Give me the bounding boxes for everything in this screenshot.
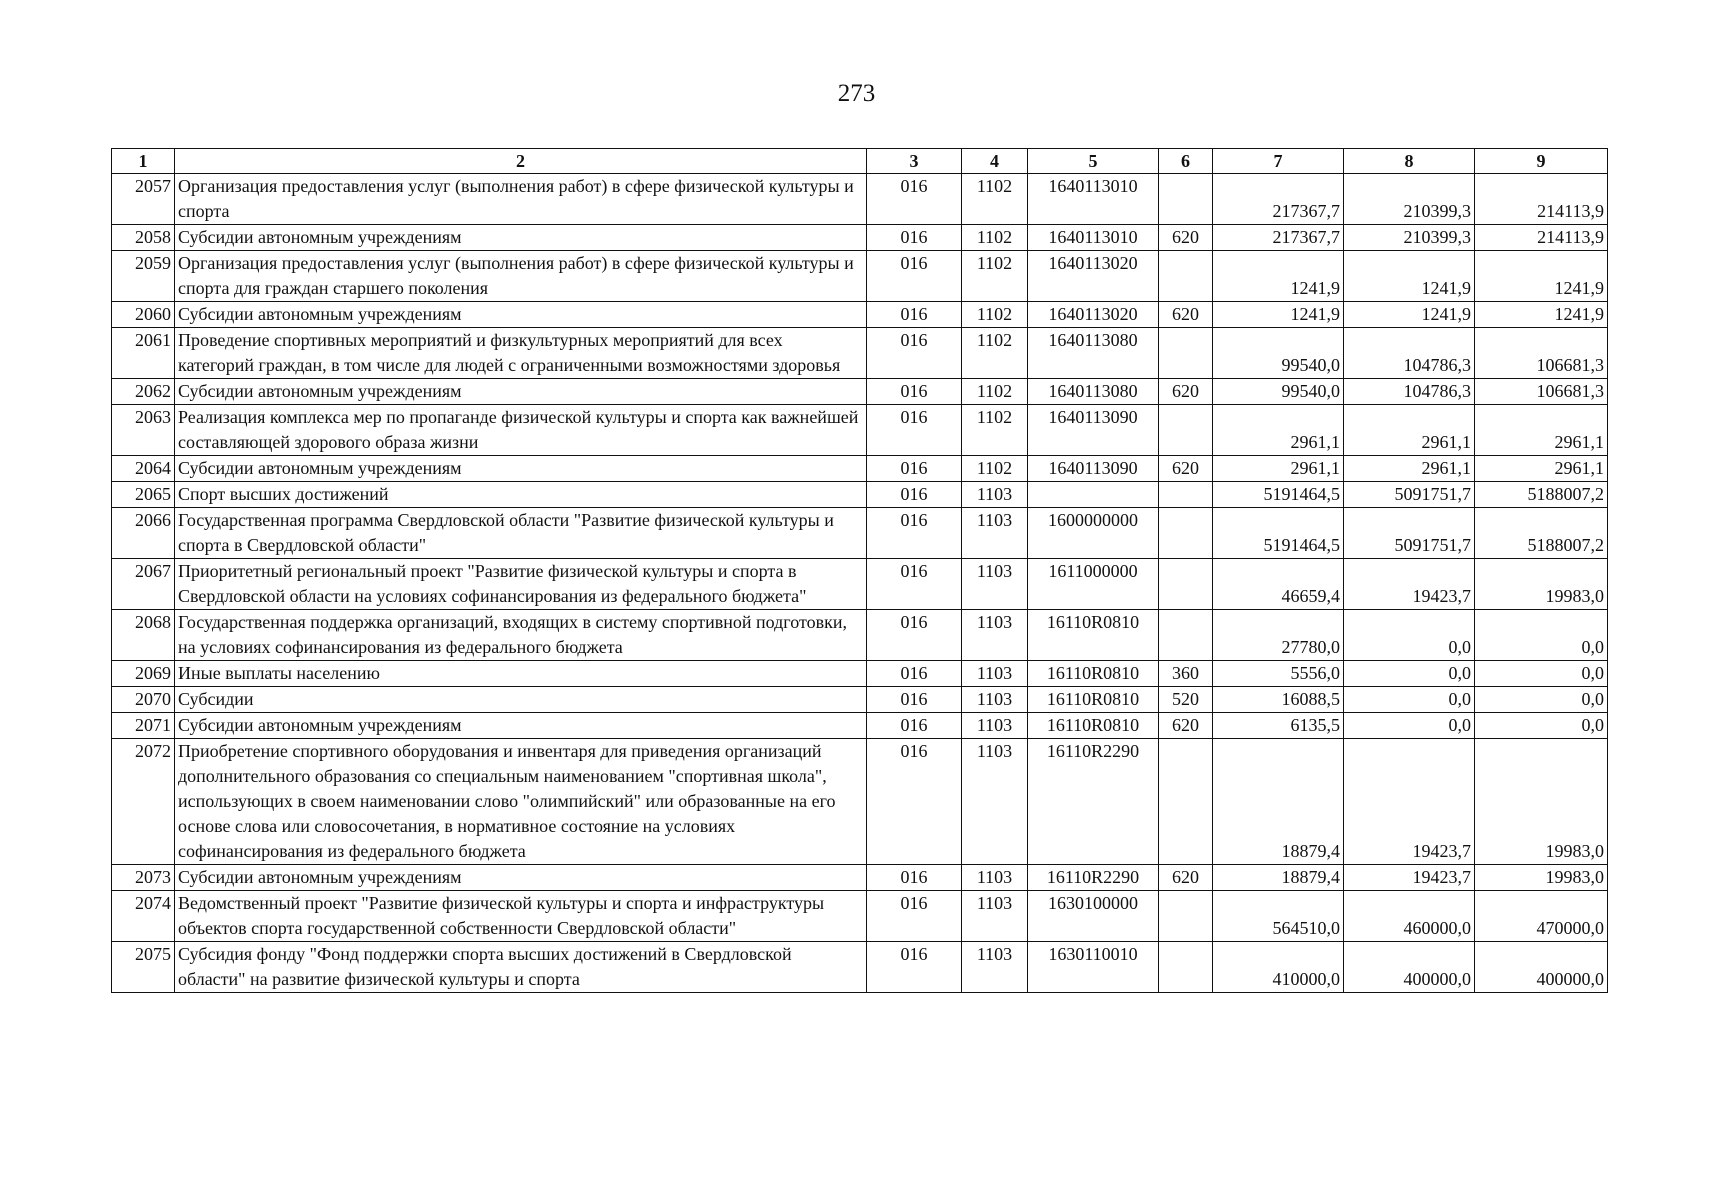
row-name: Реализация комплекса мер по пропаганде физической культуры и спорта как важнейшей составляющей здорового образа жизни (175, 405, 867, 456)
admin-code: 016 (867, 174, 962, 225)
amount-year-1: 6135,5 (1213, 713, 1344, 739)
admin-code: 016 (867, 328, 962, 379)
table-row (112, 713, 1608, 739)
amount-year-3: 5188007,2 (1475, 508, 1608, 559)
row-number: 2066 (112, 508, 175, 559)
expense-type: 520 (1159, 687, 1213, 713)
amount-year-3: 19983,0 (1475, 739, 1608, 865)
article-code: 1640113080 (1028, 379, 1159, 405)
column-header: 2 (175, 149, 867, 174)
expense-type: 620 (1159, 379, 1213, 405)
row-number: 2064 (112, 456, 175, 482)
article-code: 1640113020 (1028, 251, 1159, 302)
table-row (112, 251, 1608, 302)
amount-year-1: 2961,1 (1213, 405, 1344, 456)
article-code: 16110R0810 (1028, 661, 1159, 687)
column-header: 3 (867, 149, 962, 174)
row-name: Субсидии автономным учреждениям (175, 456, 867, 482)
admin-code: 016 (867, 661, 962, 687)
table-row (112, 174, 1608, 225)
section-code: 1103 (962, 661, 1028, 687)
amount-year-3: 0,0 (1475, 713, 1608, 739)
article-code: 1640113010 (1028, 225, 1159, 251)
row-number: 2070 (112, 687, 175, 713)
amount-year-1: 99540,0 (1213, 379, 1344, 405)
article-code: 1630110010 (1028, 942, 1159, 993)
amount-year-3: 0,0 (1475, 610, 1608, 661)
section-code: 1103 (962, 687, 1028, 713)
amount-year-1: 27780,0 (1213, 610, 1344, 661)
article-code: 16110R0810 (1028, 687, 1159, 713)
section-code: 1102 (962, 456, 1028, 482)
amount-year-3: 0,0 (1475, 661, 1608, 687)
expense-type (1159, 610, 1213, 661)
amount-year-1: 46659,4 (1213, 559, 1344, 610)
column-header: 5 (1028, 149, 1159, 174)
row-name: Субсидии (175, 687, 867, 713)
column-header: 8 (1344, 149, 1475, 174)
expense-type (1159, 174, 1213, 225)
section-code: 1103 (962, 865, 1028, 891)
table-row (112, 739, 1608, 865)
column-header: 1 (112, 149, 175, 174)
section-code: 1102 (962, 251, 1028, 302)
row-name: Приобретение спортивного оборудования и инвентаря для приведения организаций дополнительного образования со специальным наименованием "спортивная школа", использующих в своем наименовании слово "олимпийский" или образованные на его основе слова или словосочетания, в нормативное состояние на условиях софинансирования из федерального бюджета (175, 739, 867, 865)
row-name: Приоритетный региональный проект "Развитие физической культуры и спорта в Свердловской области на условиях софинансирования из федерального бюджета" (175, 559, 867, 610)
amount-year-2: 0,0 (1344, 610, 1475, 661)
amount-year-3: 2961,1 (1475, 405, 1608, 456)
amount-year-2: 19423,7 (1344, 739, 1475, 865)
column-header: 6 (1159, 149, 1213, 174)
article-code: 16110R2290 (1028, 865, 1159, 891)
table-row (112, 328, 1608, 379)
section-code: 1102 (962, 174, 1028, 225)
table-row (112, 405, 1608, 456)
row-number: 2061 (112, 328, 175, 379)
amount-year-3: 106681,3 (1475, 379, 1608, 405)
admin-code: 016 (867, 610, 962, 661)
admin-code: 016 (867, 482, 962, 508)
amount-year-3: 106681,3 (1475, 328, 1608, 379)
section-code: 1102 (962, 405, 1028, 456)
article-code: 1611000000 (1028, 559, 1159, 610)
expense-type: 620 (1159, 302, 1213, 328)
amount-year-1: 564510,0 (1213, 891, 1344, 942)
article-code: 1640113010 (1028, 174, 1159, 225)
expense-type (1159, 739, 1213, 865)
amount-year-2: 1241,9 (1344, 251, 1475, 302)
row-number: 2069 (112, 661, 175, 687)
table-row (112, 865, 1608, 891)
admin-code: 016 (867, 891, 962, 942)
amount-year-2: 5091751,7 (1344, 508, 1475, 559)
table-row (112, 302, 1608, 328)
amount-year-3: 400000,0 (1475, 942, 1608, 993)
row-name: Субсидии автономным учреждениям (175, 713, 867, 739)
admin-code: 016 (867, 739, 962, 865)
amount-year-1: 5556,0 (1213, 661, 1344, 687)
article-code: 16110R0810 (1028, 610, 1159, 661)
page-number: 273 (837, 80, 876, 107)
expense-type (1159, 251, 1213, 302)
amount-year-2: 5091751,7 (1344, 482, 1475, 508)
expense-type: 620 (1159, 713, 1213, 739)
amount-year-1: 1241,9 (1213, 302, 1344, 328)
amount-year-1: 5191464,5 (1213, 508, 1344, 559)
row-number: 2057 (112, 174, 175, 225)
amount-year-1: 18879,4 (1213, 865, 1344, 891)
admin-code: 016 (867, 225, 962, 251)
admin-code: 016 (867, 559, 962, 610)
amount-year-3: 214113,9 (1475, 174, 1608, 225)
expense-type (1159, 559, 1213, 610)
table-row (112, 891, 1608, 942)
amount-year-2: 104786,3 (1344, 379, 1475, 405)
expense-type (1159, 508, 1213, 559)
amount-year-3: 1241,9 (1475, 251, 1608, 302)
amount-year-1: 217367,7 (1213, 225, 1344, 251)
amount-year-2: 460000,0 (1344, 891, 1475, 942)
article-code: 1640113090 (1028, 405, 1159, 456)
table-row (112, 687, 1608, 713)
admin-code: 016 (867, 379, 962, 405)
article-code: 1640113020 (1028, 302, 1159, 328)
expense-type (1159, 328, 1213, 379)
amount-year-2: 0,0 (1344, 713, 1475, 739)
expense-type: 620 (1159, 456, 1213, 482)
section-code: 1102 (962, 225, 1028, 251)
section-code: 1103 (962, 610, 1028, 661)
expense-type: 360 (1159, 661, 1213, 687)
section-code: 1102 (962, 302, 1028, 328)
admin-code: 016 (867, 942, 962, 993)
row-number: 2060 (112, 302, 175, 328)
table-row (112, 508, 1608, 559)
expense-type: 620 (1159, 865, 1213, 891)
article-code: 1600000000 (1028, 508, 1159, 559)
admin-code: 016 (867, 302, 962, 328)
section-code: 1102 (962, 379, 1028, 405)
amount-year-2: 19423,7 (1344, 559, 1475, 610)
row-number: 2071 (112, 713, 175, 739)
row-number: 2068 (112, 610, 175, 661)
row-number: 2067 (112, 559, 175, 610)
amount-year-2: 2961,1 (1344, 456, 1475, 482)
section-code: 1103 (962, 559, 1028, 610)
amount-year-3: 2961,1 (1475, 456, 1608, 482)
amount-year-2: 0,0 (1344, 687, 1475, 713)
section-code: 1103 (962, 891, 1028, 942)
admin-code: 016 (867, 251, 962, 302)
row-name: Ведомственный проект "Развитие физической культуры и спорта и инфраструктуры объектов спорта государственной собственности Свердловской области" (175, 891, 867, 942)
amount-year-2: 0,0 (1344, 661, 1475, 687)
amount-year-2: 210399,3 (1344, 225, 1475, 251)
expense-type: 620 (1159, 225, 1213, 251)
table-row (112, 559, 1608, 610)
amount-year-3: 214113,9 (1475, 225, 1608, 251)
expense-type (1159, 942, 1213, 993)
expense-type (1159, 405, 1213, 456)
row-name: Субсидии автономным учреждениям (175, 865, 867, 891)
amount-year-3: 0,0 (1475, 687, 1608, 713)
article-code: 1640113080 (1028, 328, 1159, 379)
amount-year-2: 1241,9 (1344, 302, 1475, 328)
amount-year-3: 19983,0 (1475, 559, 1608, 610)
amount-year-3: 19983,0 (1475, 865, 1608, 891)
budget-table (111, 148, 1608, 993)
table-row (112, 610, 1608, 661)
row-number: 2062 (112, 379, 175, 405)
section-code: 1103 (962, 739, 1028, 865)
row-number: 2059 (112, 251, 175, 302)
row-name: Спорт высших достижений (175, 482, 867, 508)
expense-type (1159, 891, 1213, 942)
table-row (112, 661, 1608, 687)
amount-year-1: 16088,5 (1213, 687, 1344, 713)
amount-year-1: 217367,7 (1213, 174, 1344, 225)
row-name: Иные выплаты населению (175, 661, 867, 687)
amount-year-2: 210399,3 (1344, 174, 1475, 225)
column-header: 4 (962, 149, 1028, 174)
row-name: Субсидии автономным учреждениям (175, 379, 867, 405)
row-name: Проведение спортивных мероприятий и физкультурных мероприятий для всех категорий граждан, в том числе для людей с ограниченными возможностями здоровья (175, 328, 867, 379)
section-code: 1103 (962, 713, 1028, 739)
admin-code: 016 (867, 865, 962, 891)
header-row (112, 149, 1608, 174)
amount-year-1: 18879,4 (1213, 739, 1344, 865)
table-row (112, 379, 1608, 405)
article-code: 1640113090 (1028, 456, 1159, 482)
amount-year-2: 19423,7 (1344, 865, 1475, 891)
article-code: 1630100000 (1028, 891, 1159, 942)
row-name: Субсидия фонду "Фонд поддержки спорта высших достижений в Свердловской области" на развитие физической культуры и спорта (175, 942, 867, 993)
amount-year-1: 99540,0 (1213, 328, 1344, 379)
article-code (1028, 482, 1159, 508)
column-header: 9 (1475, 149, 1608, 174)
article-code: 16110R0810 (1028, 713, 1159, 739)
amount-year-3: 470000,0 (1475, 891, 1608, 942)
table-row (112, 456, 1608, 482)
row-name: Субсидии автономным учреждениям (175, 225, 867, 251)
row-number: 2065 (112, 482, 175, 508)
amount-year-2: 400000,0 (1344, 942, 1475, 993)
admin-code: 016 (867, 713, 962, 739)
amount-year-1: 410000,0 (1213, 942, 1344, 993)
table-row (112, 942, 1608, 993)
amount-year-1: 5191464,5 (1213, 482, 1344, 508)
row-number: 2075 (112, 942, 175, 993)
table-row (112, 225, 1608, 251)
admin-code: 016 (867, 456, 962, 482)
row-number: 2073 (112, 865, 175, 891)
section-code: 1103 (962, 942, 1028, 993)
article-code: 16110R2290 (1028, 739, 1159, 865)
row-number: 2058 (112, 225, 175, 251)
section-code: 1102 (962, 328, 1028, 379)
amount-year-2: 2961,1 (1344, 405, 1475, 456)
row-number: 2072 (112, 739, 175, 865)
expense-type (1159, 482, 1213, 508)
admin-code: 016 (867, 508, 962, 559)
row-name: Государственная программа Свердловской области "Развитие физической культуры и спорта в Свердловской области" (175, 508, 867, 559)
row-name: Организация предоставления услуг (выполнения работ) в сфере физической культуры и спорта для граждан старшего поколения (175, 251, 867, 302)
section-code: 1103 (962, 482, 1028, 508)
column-header: 7 (1213, 149, 1344, 174)
admin-code: 016 (867, 405, 962, 456)
amount-year-3: 5188007,2 (1475, 482, 1608, 508)
amount-year-3: 1241,9 (1475, 302, 1608, 328)
row-name: Государственная поддержка организаций, входящих в систему спортивной подготовки, на условиях софинансирования из федерального бюджета (175, 610, 867, 661)
table-row (112, 482, 1608, 508)
admin-code: 016 (867, 687, 962, 713)
table-body (112, 174, 1608, 993)
amount-year-1: 2961,1 (1213, 456, 1344, 482)
row-name: Организация предоставления услуг (выполнения работ) в сфере физической культуры и спорта (175, 174, 867, 225)
section-code: 1103 (962, 508, 1028, 559)
row-name: Субсидии автономным учреждениям (175, 302, 867, 328)
row-number: 2074 (112, 891, 175, 942)
row-number: 2063 (112, 405, 175, 456)
amount-year-1: 1241,9 (1213, 251, 1344, 302)
amount-year-2: 104786,3 (1344, 328, 1475, 379)
